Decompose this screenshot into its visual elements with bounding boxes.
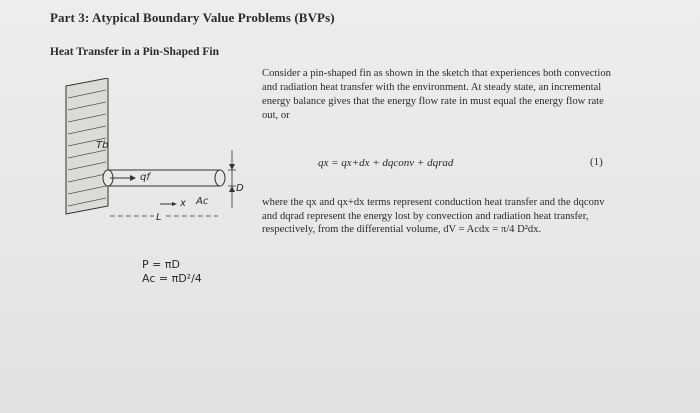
description-paragraph: where the qx and qx+dx terms represent conduction heat transfer and the dqconv and dqrad represent the energy lost by convection and radiation heat transfer, respectively, from the differential volume, dV = Acdx = π/4 D²dx. (262, 197, 605, 235)
area-formula: Ac = πD²/4 (142, 272, 202, 285)
perimeter-formula: P = πD (142, 258, 180, 271)
fin-tip-ellipse (215, 170, 225, 186)
tb-label: Tb (96, 140, 109, 151)
energy-balance-equation: qx = qx+dx + dqconv + dqrad (318, 157, 454, 169)
ac-label: Ac (196, 196, 209, 207)
x-label: x (180, 198, 186, 209)
section-title: Heat Transfer in a Pin-Shaped Fin (50, 46, 220, 58)
qf-label: qf (140, 172, 150, 183)
part-title: Part 3: Atypical Boundary Value Problems (BVPs) (50, 10, 335, 25)
intro-paragraph: Consider a pin-shaped fin as shown in the sketch that experiences both convection and radiation heat transfer with the environment. At steady state, an incremental energy balance gives that the energy flow rate in must equal the energy flow rate out, or (262, 68, 611, 121)
pin-fin-figure (48, 78, 248, 218)
d-label: D (236, 183, 244, 194)
l-label: L (156, 212, 162, 223)
equation-number: (1) (590, 156, 603, 168)
